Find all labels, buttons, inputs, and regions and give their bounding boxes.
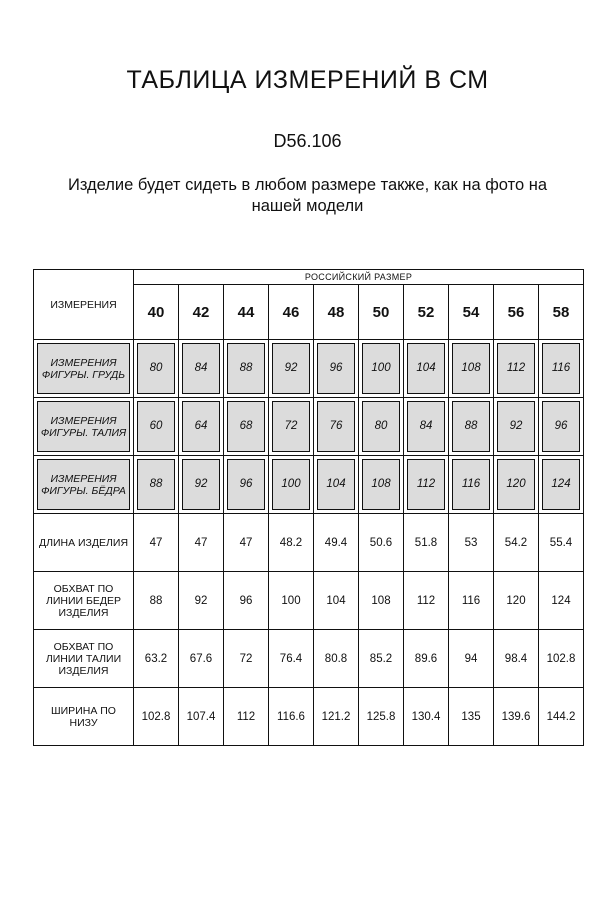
value-cell: 49.4 [314, 514, 359, 572]
value-box: 116 [542, 343, 580, 394]
value-cell: 50.6 [359, 514, 404, 572]
row-label-line: ФИГУРЫ. БЁДРА [41, 484, 126, 497]
value-cell: 53 [449, 514, 494, 572]
row-label [34, 688, 134, 746]
value-cell [134, 456, 179, 514]
fit-note-line-1: Изделие будет сидеть в любом размере также, как на фото на [67, 176, 548, 194]
value-box: 80 [362, 401, 400, 452]
table-row [34, 398, 584, 456]
value-cell [179, 398, 224, 456]
value-cell: 47 [224, 514, 269, 572]
russian-size-header: РОССИЙСКИЙ РАЗМЕР [134, 270, 584, 285]
size-header-54: 54 [449, 285, 494, 340]
value-cell [494, 398, 539, 456]
value-box: 104 [407, 343, 445, 394]
value-cell [269, 398, 314, 456]
fit-note [0, 175, 600, 217]
row-label-box [37, 343, 130, 394]
value-box: 108 [362, 459, 400, 510]
value-box: 88 [452, 401, 490, 452]
measurements-header: ИЗМЕРЕНИЯ [34, 270, 134, 340]
size-header-56: 56 [494, 285, 539, 340]
value-box: 100 [362, 343, 400, 394]
value-cell: 108 [359, 572, 404, 630]
row-label [34, 398, 134, 456]
value-box: 120 [497, 459, 535, 510]
value-cell [134, 398, 179, 456]
value-cell: 144.2 [539, 688, 584, 746]
value-box: 96 [317, 343, 355, 394]
row-label-line: ИЗДЕЛИЯ [58, 664, 109, 677]
value-cell: 120 [494, 572, 539, 630]
value-cell: 116 [449, 572, 494, 630]
value-cell: 124 [539, 572, 584, 630]
table-row [34, 456, 584, 514]
value-box: 68 [227, 401, 265, 452]
value-cell [134, 340, 179, 398]
value-cell: 100 [269, 572, 314, 630]
value-box: 96 [542, 401, 580, 452]
size-header-50: 50 [359, 285, 404, 340]
row-label-box [37, 401, 130, 452]
value-cell [539, 398, 584, 456]
value-cell: 104 [314, 572, 359, 630]
value-cell: 47 [179, 514, 224, 572]
value-box: 116 [452, 459, 490, 510]
value-box: 60 [137, 401, 175, 452]
value-cell [224, 398, 269, 456]
value-cell: 130.4 [404, 688, 449, 746]
size-table-body [34, 340, 584, 746]
value-box: 104 [317, 459, 355, 510]
value-box: 76 [317, 401, 355, 452]
value-box: 80 [137, 343, 175, 394]
value-cell [269, 456, 314, 514]
row-label-line: ДЛИНА ИЗДЕЛИЯ [38, 536, 129, 549]
row-label-line: ИЗДЕЛИЯ [58, 606, 109, 619]
value-cell [404, 456, 449, 514]
value-cell: 139.6 [494, 688, 539, 746]
row-label-line: ИЗМЕРЕНИЯ [50, 414, 117, 427]
value-cell: 112 [404, 572, 449, 630]
value-box: 88 [137, 459, 175, 510]
value-cell: 94 [449, 630, 494, 688]
value-cell: 107.4 [179, 688, 224, 746]
value-cell [224, 456, 269, 514]
size-header-52: 52 [404, 285, 449, 340]
value-cell: 135 [449, 688, 494, 746]
row-label-line: ЛИНИИ БЕДЕР [45, 594, 122, 607]
value-cell [404, 398, 449, 456]
row-label-line: ОБХВАТ ПО [53, 582, 114, 595]
table-row [34, 340, 584, 398]
value-box: 112 [407, 459, 445, 510]
value-cell [179, 456, 224, 514]
value-cell [314, 398, 359, 456]
value-box: 96 [227, 459, 265, 510]
value-box: 112 [497, 343, 535, 394]
row-label-line: НИЗУ [69, 716, 98, 729]
row-label [34, 572, 134, 630]
value-cell [449, 456, 494, 514]
table-row [34, 688, 584, 746]
value-cell: 121.2 [314, 688, 359, 746]
value-cell: 54.2 [494, 514, 539, 572]
value-cell: 116.6 [269, 688, 314, 746]
value-box: 92 [182, 459, 220, 510]
size-header-46: 46 [269, 285, 314, 340]
value-cell [539, 456, 584, 514]
value-box: 64 [182, 401, 220, 452]
value-cell [314, 456, 359, 514]
value-cell: 48.2 [269, 514, 314, 572]
value-cell: 98.4 [494, 630, 539, 688]
value-box: 108 [452, 343, 490, 394]
row-label [34, 630, 134, 688]
value-cell: 51.8 [404, 514, 449, 572]
value-cell [179, 340, 224, 398]
value-cell: 80.8 [314, 630, 359, 688]
value-cell [359, 456, 404, 514]
value-box: 84 [407, 401, 445, 452]
size-header-40: 40 [134, 285, 179, 340]
row-label-line: ФИГУРЫ. ТАЛИЯ [40, 426, 127, 439]
article-number: D56.106 [273, 131, 342, 151]
size-header-48: 48 [314, 285, 359, 340]
row-label-line: ОБХВАТ ПО [53, 640, 114, 653]
value-box: 124 [542, 459, 580, 510]
value-cell: 85.2 [359, 630, 404, 688]
value-cell: 102.8 [134, 688, 179, 746]
row-label [34, 456, 134, 514]
fit-note-line-2: нашей модели [251, 197, 364, 215]
row-label-line: ИЗМЕРЕНИЯ [50, 356, 117, 369]
row-label-line: ЛИНИИ ТАЛИИ [45, 652, 122, 665]
value-cell [224, 340, 269, 398]
page-title: ТАБЛИЦА ИЗМЕРЕНИЙ В СМ [126, 66, 489, 94]
value-cell [539, 340, 584, 398]
value-cell: 92 [179, 572, 224, 630]
size-header-58: 58 [539, 285, 584, 340]
value-box: 88 [227, 343, 265, 394]
value-cell: 89.6 [404, 630, 449, 688]
row-label [34, 340, 134, 398]
value-box: 92 [272, 343, 310, 394]
value-cell: 63.2 [134, 630, 179, 688]
value-cell: 96 [224, 572, 269, 630]
value-cell: 67.6 [179, 630, 224, 688]
value-cell [359, 398, 404, 456]
row-label-line: ФИГУРЫ. ГРУДЬ [41, 368, 126, 381]
row-label [34, 514, 134, 572]
value-cell: 76.4 [269, 630, 314, 688]
size-table [33, 269, 584, 746]
value-cell [404, 340, 449, 398]
size-header-42: 42 [179, 285, 224, 340]
row-label-line: ШИРИНА ПО [51, 704, 116, 717]
value-cell: 72 [224, 630, 269, 688]
value-box: 72 [272, 401, 310, 452]
value-cell: 55.4 [539, 514, 584, 572]
table-row [34, 572, 584, 630]
value-cell [494, 456, 539, 514]
value-cell [494, 340, 539, 398]
value-cell: 125.8 [359, 688, 404, 746]
value-cell: 112 [224, 688, 269, 746]
value-box: 84 [182, 343, 220, 394]
table-row [34, 514, 584, 572]
row-label-box [37, 459, 130, 510]
value-cell [449, 398, 494, 456]
value-box: 100 [272, 459, 310, 510]
value-cell: 102.8 [539, 630, 584, 688]
value-cell [314, 340, 359, 398]
value-box: 92 [497, 401, 535, 452]
table-row [34, 630, 584, 688]
value-cell [449, 340, 494, 398]
value-cell: 47 [134, 514, 179, 572]
size-header-44: 44 [224, 285, 269, 340]
row-label-line: ИЗМЕРЕНИЯ [50, 472, 117, 485]
value-cell [359, 340, 404, 398]
value-cell: 88 [134, 572, 179, 630]
value-cell [269, 340, 314, 398]
